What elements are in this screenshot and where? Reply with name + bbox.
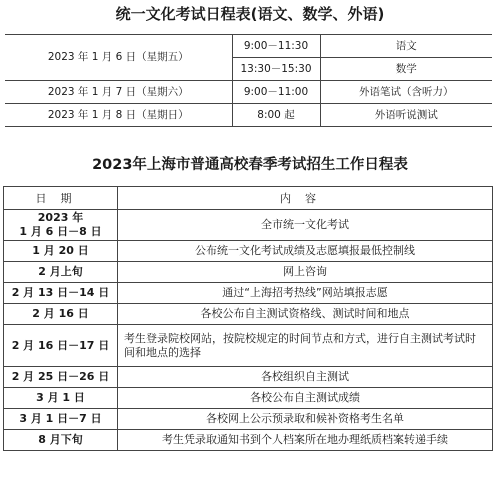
exam-time-cell: 13:30－15:30 [232,58,320,81]
exam-subject-cell: 语文 [320,35,492,58]
table-row [4,283,493,304]
exam-subject-cell: 数学 [320,58,492,81]
date-cell: 2 月 25 日－26 日 [4,367,118,388]
date-header-label: 日期 [35,192,86,205]
table-row [4,388,493,409]
date-column-header [4,187,118,210]
content-cell: 通过“上海招考热线”网站填报志愿 [118,283,493,304]
content-column-header [118,187,493,210]
date-range-line: 1 月 6 日－8 日 [19,225,102,238]
exam-schedule-title: 统一文化考试日程表(语文、数学、外语) [115,5,385,23]
table-row [5,35,492,58]
content-cell: 考生登录院校网站，按院校规定的时间节点和方式，进行自主测试考试时间和地点的选择 [118,325,493,367]
table-row [4,409,493,430]
content-cell: 考生凭录取通知书到个人档案所在地办理纸质档案转递手续 [118,430,493,451]
table-row [5,81,492,104]
exam-subject-cell: 外语听说测试 [320,104,492,127]
date-year-line: 2023 年 [37,211,84,224]
content-cell: 各校公布自主测试成绩 [118,388,493,409]
table-row [5,104,492,127]
exam-time-cell: 9:00－11:30 [232,35,320,58]
content-cell: 网上咨询 [118,262,493,283]
exam-time-cell: 9:00－11:00 [232,81,320,104]
date-cell [4,210,118,241]
table-row [4,241,493,262]
date-cell: 1 月 20 日 [4,241,118,262]
exam-time-cell: 8:00 起 [232,104,320,127]
content-cell: 各校公布自主测试资格线、测试时间和地点 [118,304,493,325]
date-cell: 2 月 16 日－17 日 [4,325,118,367]
table-row [4,262,493,283]
exam-subject-cell: 外语笔试（含听力） [320,81,492,104]
content-header-label: 内容 [280,192,330,205]
date-cell: 3 月 1 日－7 日 [4,409,118,430]
exam-date-cell: 2023 年 1 月 8 日（星期日） [5,104,232,127]
table-row [4,430,493,451]
table-row [4,304,493,325]
table-row [4,325,493,367]
content-cell: 全市统一文化考试 [118,210,493,241]
date-cell: 3 月 1 日 [4,388,118,409]
table-row [4,210,493,241]
date-cell: 2 月 16 日 [4,304,118,325]
exam-date-cell: 2023 年 1 月 6 日（星期五） [5,35,232,81]
content-cell: 公布统一文化考试成绩及志愿填报最低控制线 [118,241,493,262]
work-schedule-table [3,186,493,451]
table-header-row [4,187,493,210]
date-cell: 2 月上旬 [4,262,118,283]
exam-schedule-table [5,34,492,127]
exam-date-cell: 2023 年 1 月 7 日（星期六） [5,81,232,104]
date-cell: 8 月下旬 [4,430,118,451]
content-cell: 各校网上公示预录取和候补资格考生名单 [118,409,493,430]
work-schedule-title: 2023年上海市普通高校春季考试招生工作日程表 [92,157,408,173]
table-row [4,367,493,388]
date-cell: 2 月 13 日－14 日 [4,283,118,304]
content-cell: 各校组织自主测试 [118,367,493,388]
